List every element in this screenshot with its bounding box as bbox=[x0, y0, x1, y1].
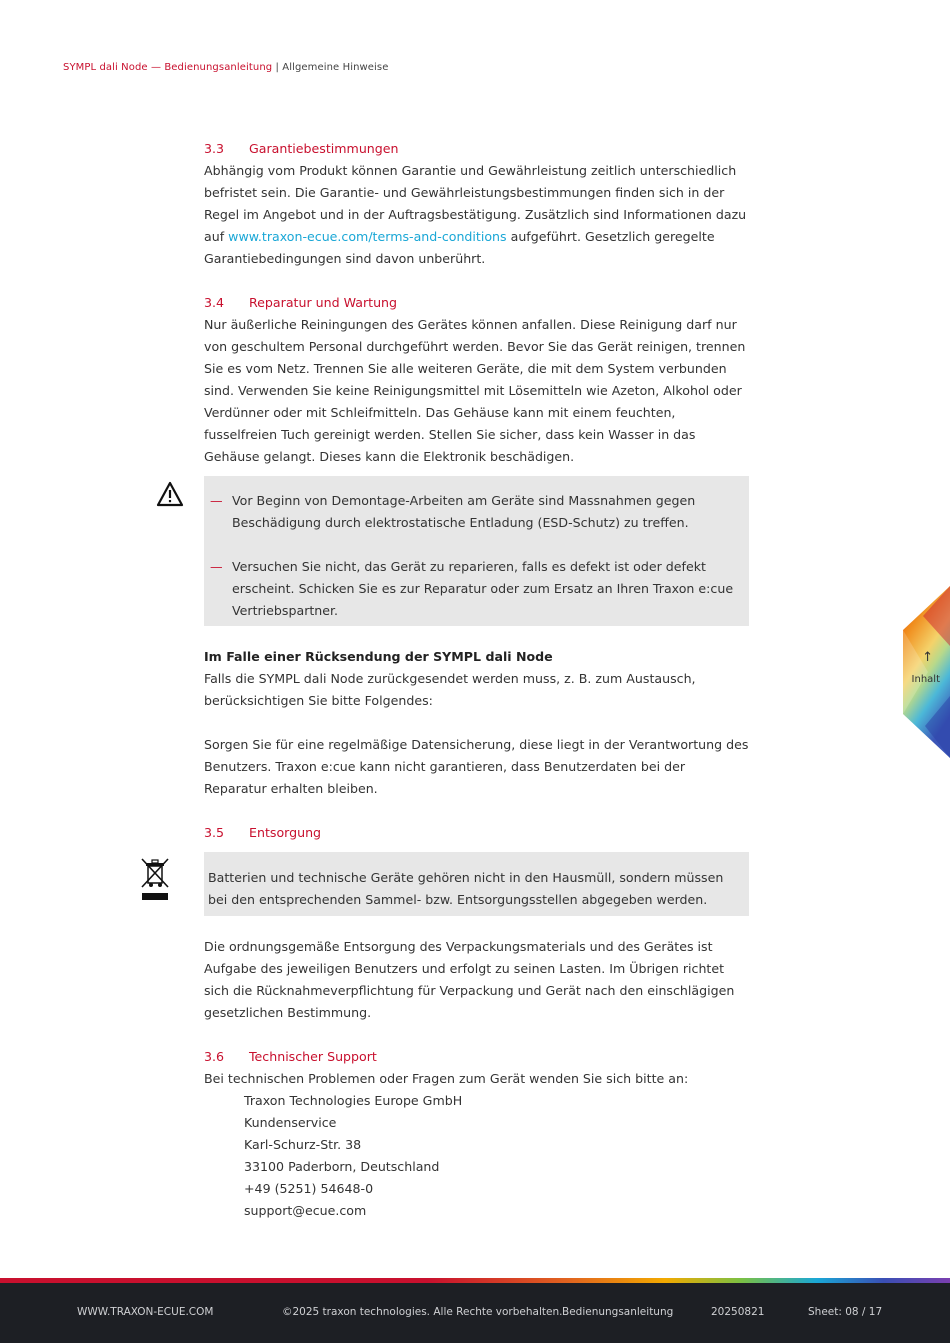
warranty-text: Abhängig vom Produkt können Garantie und Gewährleistung zeitlich unterschiedlich befristet sein. Die Garantie- und Gewährleistungsbestimmungen finden sich in der Regel im Angebot und in der Auftragsbestätigung. Zusätzlich sind Informationen dazu auf bbox=[204, 163, 747, 244]
address-phone: +49 (5251) 54648-0 bbox=[244, 1181, 374, 1196]
header-separator: | bbox=[272, 62, 283, 73]
address-city: 33100 Paderborn, Deutschland bbox=[244, 1159, 440, 1174]
section-title: Reparatur und Wartung bbox=[249, 295, 398, 310]
support-intro: Bei technischen Problemen oder Fragen zum Gerät wenden Sie sich bitte an: bbox=[204, 1071, 689, 1086]
backup-paragraph: Sorgen Sie für eine regelmäßige Datensicherung, diese liegt in der Verantwortung des Benutzers. Traxon e:cue kann nicht garantieren, dass Benutzerdaten bei der Reparatur erhalten bleiben. bbox=[204, 737, 749, 796]
contents-tab-background[interactable] bbox=[903, 586, 950, 758]
footer-copyright: ©2025 traxon technologies. Alle Rechte vorbehalten. bbox=[282, 1306, 563, 1318]
address-company: Traxon Technologies Europe GmbH bbox=[244, 1093, 463, 1108]
main-content bbox=[204, 138, 749, 1222]
list-dash: — bbox=[210, 559, 223, 574]
section-title: Technischer Support bbox=[249, 1049, 377, 1064]
warning-triangle-icon bbox=[156, 481, 184, 507]
warranty-paragraph bbox=[204, 160, 749, 270]
disposal-box-text: Batterien und technische Geräte gehören nicht in den Hausmüll, sondern müssen bei den entsprechenden Sammel- bzw. Entsorgungsstellen abgegeben werden. bbox=[208, 870, 724, 907]
address-street: Karl-Schurz-Str. 38 bbox=[244, 1137, 362, 1152]
disposal-box bbox=[204, 852, 749, 916]
section-number: 3.5 bbox=[204, 825, 225, 840]
address-email[interactable]: support@ecue.com bbox=[244, 1203, 367, 1218]
terms-link[interactable]: www.traxon-ecue.com/terms-and-conditions bbox=[228, 229, 507, 244]
warning-text: Vor Beginn von Demontage-Arbeiten am Geräte sind Massnahmen gegen Beschädigung durch elektrostatische Entladung (ESD-Schutz) zu treffen. bbox=[232, 493, 696, 530]
footer-sheet: Sheet: 08 / 17 bbox=[808, 1306, 883, 1318]
address-department: Kundenservice bbox=[244, 1115, 337, 1130]
support-address bbox=[204, 1090, 749, 1222]
footer-date: 20250821 bbox=[711, 1306, 765, 1318]
arrow-up-icon[interactable]: ↑ bbox=[922, 650, 933, 665]
disposal-paragraph: Die ordnungsgemäße Entsorgung des Verpackungsmaterials und des Gerätes ist Aufgabe des jeweiligen Benutzers und erfolgt zu seinen Lasten. Im Übrigen richtet sich die Rücknahmeverpflichtung für Verpackung und Gerät nach den einschlägigen gesetzlichen Bestimmung. bbox=[204, 939, 735, 1020]
section-number: 3.3 bbox=[204, 141, 225, 156]
list-item bbox=[210, 556, 743, 622]
list-item bbox=[210, 490, 743, 534]
header-section: Allgemeine Hinweise bbox=[282, 62, 389, 73]
page-header bbox=[63, 62, 389, 73]
list-dash: — bbox=[210, 493, 223, 508]
maintenance-paragraph: Nur äußerliche Reiningungen des Gerätes können anfallen. Diese Reinigung darf nur von geschultem Personal durchgeführt werden. Bevor Sie das Gerät reinigen, trennen Sie es vom Netz. Trennen Sie alle weiteren Geräte, die mit dem System verbunden sind. Verwenden Sie keine Reinigungsmittel mit Lösemitteln wie Azeton, Alkohol oder Verdünner oder mit Schleifmitteln. Das Gehäuse kann mit einem feuchten, fusselfreien Tuch gereinigt werden. Stellen Sie sicher, dass kein Wasser in das Gehäuse gelangt. Dieses kann die Elektronik beschädigen. bbox=[204, 317, 746, 464]
header-doc-title: SYMPL dali Node — Bedienungsanleitung bbox=[63, 62, 273, 73]
section-title: Garantiebestimmungen bbox=[249, 141, 399, 156]
section-heading-3-3 bbox=[204, 138, 749, 160]
warranty-text-end: aufgeführt. Gesetzlich geregelte Garantiebedingungen sind davon unberührt. bbox=[204, 229, 715, 266]
section-title: Entsorgung bbox=[249, 825, 322, 840]
page-footer bbox=[0, 1283, 950, 1343]
weee-crossed-bin-icon bbox=[140, 857, 170, 902]
footer-doc-type: Bedienungsanleitung bbox=[562, 1306, 674, 1318]
section-number: 3.6 bbox=[204, 1049, 225, 1064]
section-heading-3-4 bbox=[204, 292, 749, 314]
contents-tab-label[interactable]: Inhalt bbox=[911, 674, 940, 685]
return-paragraph: Falls die SYMPL dali Node zurückgesendet werden muss, z. B. zum Austausch, berücksichtigen Sie bitte Folgendes: bbox=[204, 671, 696, 708]
warning-box bbox=[204, 476, 749, 626]
return-heading: Im Falle einer Rücksendung der SYMPL dali Node bbox=[204, 649, 553, 664]
section-number: 3.4 bbox=[204, 295, 225, 310]
section-heading-3-6 bbox=[204, 1046, 749, 1068]
footer-website[interactable]: WWW.TRAXON-ECUE.COM bbox=[77, 1306, 214, 1318]
section-heading-3-5 bbox=[204, 822, 749, 844]
warning-text: Versuchen Sie nicht, das Gerät zu reparieren, falls es defekt ist oder defekt erscheint. Schicken Sie es zur Reparatur oder zum Ersatz an Ihren Traxon e:cue Vertriebspartner. bbox=[232, 559, 734, 618]
